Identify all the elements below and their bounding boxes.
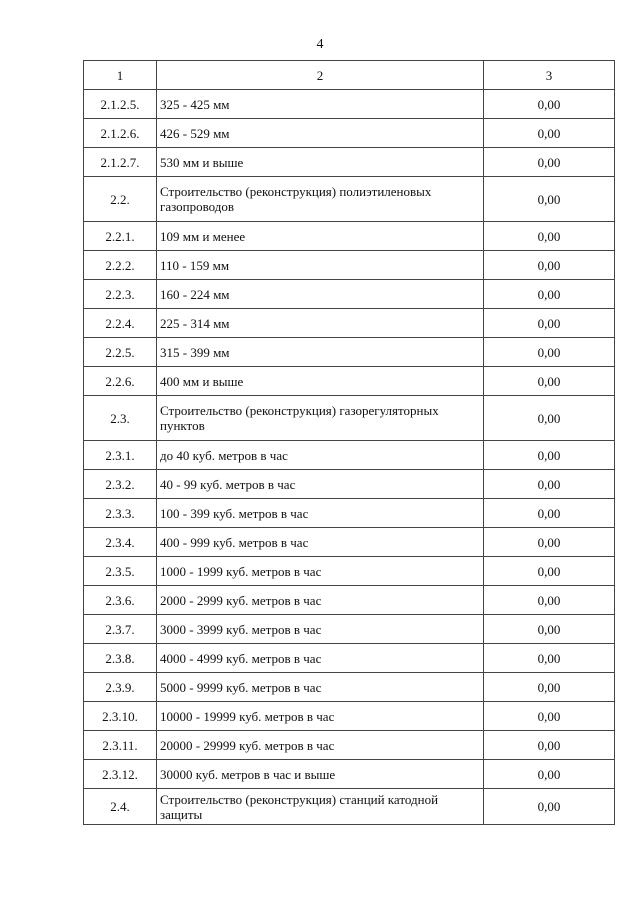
row-number: 2.2.6. bbox=[84, 367, 157, 396]
table-row bbox=[84, 557, 615, 586]
row-number: 2.2.5. bbox=[84, 338, 157, 367]
row-name: 110 - 159 мм bbox=[157, 251, 484, 280]
row-number: 2.3.11. bbox=[84, 731, 157, 760]
row-value: 0,00 bbox=[484, 528, 615, 557]
row-value: 0,00 bbox=[484, 396, 615, 441]
row-name: 40 - 99 куб. метров в час bbox=[157, 470, 484, 499]
row-number: 2.3.3. bbox=[84, 499, 157, 528]
column-header-3: 3 bbox=[484, 61, 615, 90]
row-value: 0,00 bbox=[484, 251, 615, 280]
row-name: 5000 - 9999 куб. метров в час bbox=[157, 673, 484, 702]
row-value: 0,00 bbox=[484, 148, 615, 177]
row-value: 0,00 bbox=[484, 177, 615, 222]
row-number: 2.1.2.7. bbox=[84, 148, 157, 177]
table-row bbox=[84, 789, 615, 825]
table-row bbox=[84, 644, 615, 673]
row-name: 400 мм и выше bbox=[157, 367, 484, 396]
table-row bbox=[84, 731, 615, 760]
row-value: 0,00 bbox=[484, 789, 615, 825]
row-name: 3000 - 3999 куб. метров в час bbox=[157, 615, 484, 644]
row-name: 225 - 314 мм bbox=[157, 309, 484, 338]
row-value: 0,00 bbox=[484, 367, 615, 396]
table-row bbox=[84, 499, 615, 528]
table-row bbox=[84, 148, 615, 177]
row-name: 4000 - 4999 куб. метров в час bbox=[157, 644, 484, 673]
table-row bbox=[84, 673, 615, 702]
column-header-2: 2 bbox=[157, 61, 484, 90]
row-name: до 40 куб. метров в час bbox=[157, 441, 484, 470]
row-number: 2.2.4. bbox=[84, 309, 157, 338]
row-value: 0,00 bbox=[484, 338, 615, 367]
table-row bbox=[84, 222, 615, 251]
table-row bbox=[84, 470, 615, 499]
table-row bbox=[84, 586, 615, 615]
table-row bbox=[84, 338, 615, 367]
row-number: 2.1.2.6. bbox=[84, 119, 157, 148]
row-value: 0,00 bbox=[484, 644, 615, 673]
row-value: 0,00 bbox=[484, 309, 615, 338]
row-name: Строительство (реконструкция) полиэтиленовых газопроводов bbox=[157, 177, 484, 222]
row-name: 10000 - 19999 куб. метров в час bbox=[157, 702, 484, 731]
row-number: 2.1.2.5. bbox=[84, 90, 157, 119]
row-number: 2.3.2. bbox=[84, 470, 157, 499]
table-row bbox=[84, 441, 615, 470]
row-number: 2.3.8. bbox=[84, 644, 157, 673]
row-name: 20000 - 29999 куб. метров в час bbox=[157, 731, 484, 760]
row-name: 530 мм и выше bbox=[157, 148, 484, 177]
row-value: 0,00 bbox=[484, 615, 615, 644]
row-name: 426 - 529 мм bbox=[157, 119, 484, 148]
row-value: 0,00 bbox=[484, 586, 615, 615]
row-number: 2.2.3. bbox=[84, 280, 157, 309]
row-value: 0,00 bbox=[484, 90, 615, 119]
row-name: 100 - 399 куб. метров в час bbox=[157, 499, 484, 528]
table-row bbox=[84, 396, 615, 441]
row-number: 2.2.1. bbox=[84, 222, 157, 251]
row-value: 0,00 bbox=[484, 702, 615, 731]
table-row bbox=[84, 309, 615, 338]
row-number: 2.3.5. bbox=[84, 557, 157, 586]
table-row bbox=[84, 615, 615, 644]
row-name: 1000 - 1999 куб. метров в час bbox=[157, 557, 484, 586]
page-number: 4 bbox=[316, 37, 324, 52]
row-number: 2.3.6. bbox=[84, 586, 157, 615]
row-number: 2.3.9. bbox=[84, 673, 157, 702]
row-name: 30000 куб. метров в час и выше bbox=[157, 760, 484, 789]
row-number: 2.3.12. bbox=[84, 760, 157, 789]
row-name: 400 - 999 куб. метров в час bbox=[157, 528, 484, 557]
column-header-1: 1 bbox=[84, 61, 157, 90]
table-header-row bbox=[84, 61, 615, 90]
table-row bbox=[84, 251, 615, 280]
row-number: 2.4. bbox=[84, 789, 157, 825]
row-name: 160 - 224 мм bbox=[157, 280, 484, 309]
row-name: Строительство (реконструкция) газорегуляторных пунктов bbox=[157, 396, 484, 441]
row-name: Строительство (реконструкция) станций катодной защиты bbox=[157, 789, 484, 825]
row-value: 0,00 bbox=[484, 119, 615, 148]
row-number: 2.3.1. bbox=[84, 441, 157, 470]
row-value: 0,00 bbox=[484, 673, 615, 702]
row-name: 2000 - 2999 куб. метров в час bbox=[157, 586, 484, 615]
row-value: 0,00 bbox=[484, 280, 615, 309]
table-row bbox=[84, 760, 615, 789]
row-value: 0,00 bbox=[484, 441, 615, 470]
table-row bbox=[84, 280, 615, 309]
row-value: 0,00 bbox=[484, 470, 615, 499]
table-row bbox=[84, 702, 615, 731]
row-name: 315 - 399 мм bbox=[157, 338, 484, 367]
table-row bbox=[84, 177, 615, 222]
table-row bbox=[84, 528, 615, 557]
row-number: 2.3.7. bbox=[84, 615, 157, 644]
row-value: 0,00 bbox=[484, 760, 615, 789]
table-row bbox=[84, 90, 615, 119]
row-number: 2.2.2. bbox=[84, 251, 157, 280]
table-row bbox=[84, 367, 615, 396]
row-name: 109 мм и менее bbox=[157, 222, 484, 251]
tariff-table bbox=[83, 60, 615, 825]
row-number: 2.3.4. bbox=[84, 528, 157, 557]
row-value: 0,00 bbox=[484, 499, 615, 528]
row-number: 2.3. bbox=[84, 396, 157, 441]
row-number: 2.3.10. bbox=[84, 702, 157, 731]
table-row bbox=[84, 119, 615, 148]
row-number: 2.2. bbox=[84, 177, 157, 222]
row-value: 0,00 bbox=[484, 222, 615, 251]
row-name: 325 - 425 мм bbox=[157, 90, 484, 119]
row-value: 0,00 bbox=[484, 557, 615, 586]
row-value: 0,00 bbox=[484, 731, 615, 760]
